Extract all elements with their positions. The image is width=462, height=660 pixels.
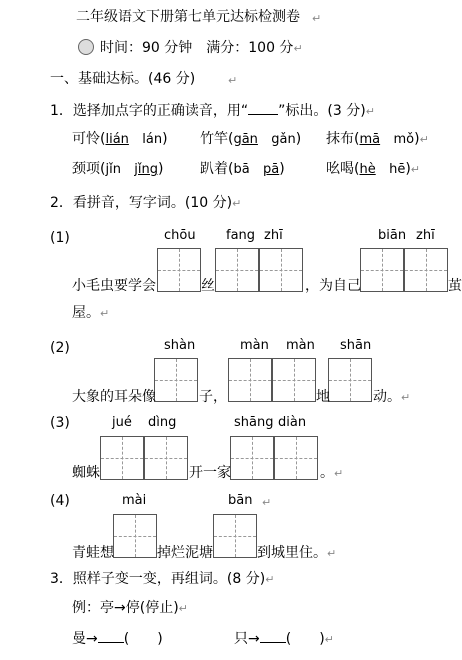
sentence-text: 地 [316, 389, 330, 405]
writing-grid[interactable] [213, 514, 257, 558]
answer-blank [248, 114, 278, 115]
writing-grid[interactable] [154, 358, 198, 402]
pinyin: zhī [264, 228, 283, 243]
writing-grid[interactable] [328, 358, 372, 402]
q1-item-1: 可怜(lián lán) [72, 131, 168, 147]
sentence-text: 青蛙想 [72, 545, 114, 561]
q1-item-3: 抹布(mā mǒ)↵ [326, 131, 429, 147]
question-2-prompt: 2．看拼音，写字词。(10 分)↵ [50, 195, 242, 211]
time-limit: 时间：90 分钟 [100, 40, 193, 56]
q1-item-6: 吆喝(hè hē)↵ [326, 161, 421, 177]
part-number: (2) [50, 340, 70, 356]
paragraph-mark: ↵ [312, 12, 322, 25]
writing-grid[interactable] [144, 436, 188, 480]
writing-grid[interactable] [274, 436, 318, 480]
example-line: 例：亭→停(停止)↵ [72, 600, 188, 616]
writing-grid[interactable] [157, 248, 201, 292]
part-number: (4) [50, 493, 70, 509]
sentence-text: 开一家 [189, 465, 231, 481]
question-1-prompt: 1．选择加点字的正确读音，用“ ”标出。(3 分)↵ [50, 103, 375, 119]
q1-item-2: 竹竿(gān gǎn) [200, 131, 302, 147]
sentence-text: 小毛虫要学会 [72, 278, 156, 294]
pinyin: shàn [164, 338, 196, 353]
q1-item-4: 颈项(jǐn jǐng) [72, 161, 164, 177]
pinyin: diàn [278, 415, 307, 430]
clock-icon [78, 39, 94, 55]
q3-item-2: 只→ ( )↵ [234, 631, 334, 647]
question-3-prompt: 3．照样子变一变，再组词。(8 分)↵ [50, 571, 275, 587]
pinyin: bān [228, 493, 253, 508]
pinyin: shān [340, 338, 372, 353]
writing-grid[interactable] [404, 248, 448, 292]
pinyin: jué [112, 415, 132, 430]
sentence-text: 到城里住。↵ [257, 545, 337, 561]
sentence-text: 屋。↵ [72, 305, 110, 321]
pinyin: dìng [148, 415, 177, 430]
part-number: (1) [50, 230, 70, 246]
part-number: (3) [50, 415, 70, 431]
writing-grid[interactable] [215, 248, 259, 292]
full-score: 满分：100 分 [206, 40, 294, 56]
pinyin: shāng [234, 415, 274, 430]
answer-blank[interactable] [260, 642, 286, 643]
info-line: 时间：90 分钟 满分：100 分↵ [78, 40, 303, 56]
sentence-text: 茧 [448, 278, 462, 294]
sentence-text: 丝 [201, 278, 215, 294]
sentence-text: ，为自己 [305, 278, 361, 294]
sentence-text: 大象的耳朵像 [72, 389, 156, 405]
sentence-text: 掉烂泥塘 [157, 545, 213, 561]
pinyin: chōu [164, 228, 196, 243]
sentence-text: 子， [199, 389, 227, 405]
pinyin: fang [226, 228, 256, 243]
pinyin: zhī [416, 228, 435, 243]
page-title: 二年级语文下册第七单元达标检测卷 [76, 9, 300, 25]
pinyin: biān [378, 228, 407, 243]
writing-grid[interactable] [230, 436, 274, 480]
sentence-text: 。↵ [320, 465, 344, 481]
sentence-text: 动。↵ [373, 389, 411, 405]
q3-item-1: 曼→ ( ) [72, 631, 163, 647]
writing-grid[interactable] [272, 358, 316, 402]
sentence-text: 蜘蛛 [72, 465, 100, 481]
pinyin: màn [240, 338, 269, 353]
paragraph-mark: ↵ [228, 74, 238, 87]
writing-grid[interactable] [360, 248, 404, 292]
paragraph-mark: ↵ [262, 496, 272, 509]
writing-grid[interactable] [259, 248, 303, 292]
q1-item-5: 趴着(bā pā) [200, 161, 285, 177]
writing-grid[interactable] [100, 436, 144, 480]
section-heading: 一、基础达标。(46 分) [50, 71, 196, 87]
pinyin: mài [122, 493, 147, 508]
writing-grid[interactable] [113, 514, 157, 558]
pinyin: màn [286, 338, 315, 353]
writing-grid[interactable] [228, 358, 272, 402]
answer-blank[interactable] [98, 642, 124, 643]
